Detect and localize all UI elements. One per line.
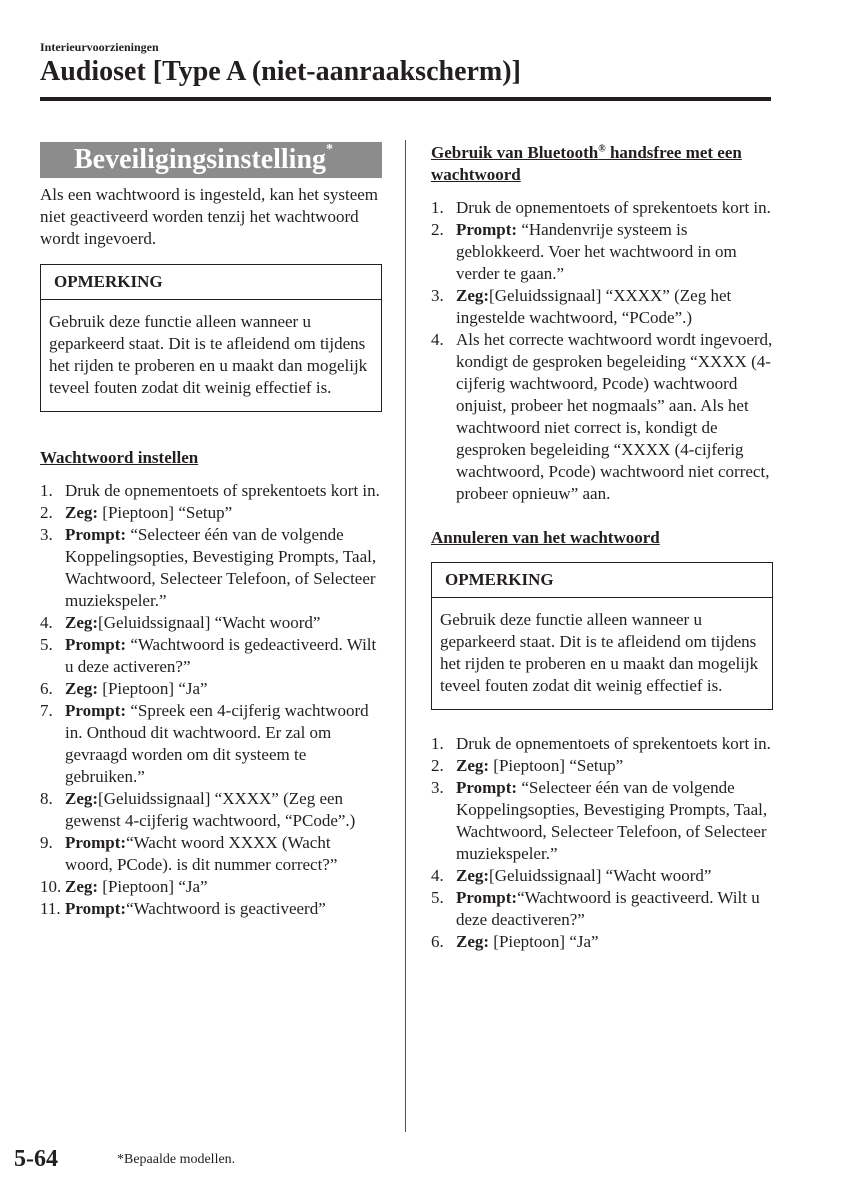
- list-item: [431, 755, 773, 777]
- step-number: 4.: [431, 866, 444, 885]
- step-keyword: Zeg:: [456, 286, 490, 305]
- list-item: [431, 285, 773, 329]
- step-text: [Pieptoon] “Setup”: [98, 503, 233, 522]
- step-text: [Geluidssignaal] “XXXX” (Zeg een gewenst 4-cijferig wachtwoord, “PCode”.): [65, 789, 356, 830]
- step-keyword: Prompt:: [65, 833, 127, 852]
- list-item: [40, 876, 382, 898]
- step-text: “Handenvrije systeem is geblokkeerd. Voer het wachtwoord in om verder te gaan.”: [456, 220, 737, 283]
- step-number: 1.: [431, 734, 444, 753]
- page-title: Audioset [Type A (niet-aanraakscherm)]: [40, 56, 521, 87]
- list-item: [431, 887, 773, 931]
- step-keyword: Prompt:: [456, 778, 518, 797]
- section-heading: [40, 142, 382, 178]
- note-title: OPMERKING: [41, 265, 381, 300]
- note-box: [431, 562, 773, 710]
- step-number: 7.: [40, 701, 53, 720]
- footnote: *Bepaalde modellen.: [117, 1152, 236, 1167]
- step-list: [40, 480, 382, 920]
- step-number: 5.: [431, 888, 444, 907]
- list-item: [40, 832, 382, 876]
- list-item: [40, 788, 382, 832]
- step-number: 6.: [431, 932, 444, 951]
- step-keyword: Zeg:: [456, 932, 490, 951]
- note-title: OPMERKING: [432, 563, 772, 598]
- header-rule: [40, 97, 771, 101]
- step-text: “Wachtwoord is geactiveerd. Wilt u deze deactiveren?”: [456, 888, 760, 929]
- step-text: [Pieptoon] “Ja”: [489, 932, 599, 951]
- step-text: Druk de opnementoets of sprekentoets kort in.: [456, 734, 771, 753]
- step-text: “Selecteer één van de volgende Koppelingsopties, Bevestiging Prompts, Taal, Wachtwoord, Selecteer Telefoon, of Selecteer muziekspeler.”: [456, 778, 768, 863]
- left-column: [40, 142, 382, 920]
- step-number: 2.: [431, 220, 444, 239]
- step-keyword: Prompt:: [65, 635, 127, 654]
- list-item: [431, 219, 773, 285]
- list-item: [431, 329, 773, 505]
- step-number: 2.: [431, 756, 444, 775]
- step-number: 3.: [40, 525, 53, 544]
- list-item: [431, 777, 773, 865]
- right-column: [431, 142, 773, 953]
- list-item: [431, 733, 773, 755]
- step-keyword: Zeg:: [65, 503, 99, 522]
- step-keyword: Zeg:: [65, 613, 99, 632]
- note-body: Gebruik deze functie alleen wanneer u geparkeerd staat. Dit is te afleidend om tijdens het rijden te proberen en u maakt dan mogelijk teveel fouten zodat dit weinig effectief is.: [440, 610, 759, 695]
- step-text: [Pieptoon] “Ja”: [98, 877, 208, 896]
- subheading-bluetooth-password: [431, 142, 773, 186]
- step-keyword: Zeg:: [65, 679, 99, 698]
- subheading-bluetooth-text-end: handsfree met een wachtwoord: [431, 143, 742, 184]
- step-number: 3.: [431, 778, 444, 797]
- step-text: “Spreek een 4-cijferig wachtwoord in. Onthoud dit wachtwoord. Er zal om gevraagd worden om dit systeem te gebruiken.”: [65, 701, 369, 786]
- step-keyword: Prompt:: [65, 899, 127, 918]
- step-text: “Wacht woord XXXX (Wacht woord, PCode). is dit nummer correct?”: [65, 833, 338, 874]
- intro-paragraph: Als een wachtwoord is ingesteld, kan het systeem niet geactiveerd worden tenzij het wachtwoord wordt ingevoerd.: [40, 185, 379, 248]
- list-item: [431, 197, 773, 219]
- footnote-mark: *: [326, 142, 334, 157]
- list-item: [40, 678, 382, 700]
- step-text: [Geluidssignaal] “XXXX” (Zeg het ingestelde wachtwoord, “PCode”.): [456, 286, 732, 327]
- step-keyword: Prompt:: [65, 525, 127, 544]
- step-text: Als het correcte wachtwoord wordt ingevoerd, kondigt de gesproken begeleiding “XXXX (4-cijferig wachtwoord, Pcode) wachtwoord onjuist, probeer het nogmaals” aan. Als het wachtwoord niet correct is, kondigt de gesproken begeleiding “XXXX (4-cijferig wachtwoord, Pcode) wachtwoord niet correct, probeer opnieuw” aan.: [456, 330, 773, 503]
- subheading-bluetooth-text: Gebruik van Bluetooth: [431, 143, 599, 162]
- step-number: 1.: [431, 198, 444, 217]
- registered-mark: ®: [598, 143, 606, 155]
- list-item: [40, 612, 382, 634]
- step-keyword: Prompt:: [456, 220, 518, 239]
- list-item: [40, 898, 382, 920]
- step-text: [Geluidssignaal] “Wacht woord”: [489, 866, 712, 885]
- note-body: Gebruik deze functie alleen wanneer u geparkeerd staat. Dit is te afleidend om tijdens het rijden te proberen en u maakt dan mogelijk teveel fouten zodat dit weinig effectief is.: [49, 312, 368, 397]
- step-number: 3.: [431, 286, 444, 305]
- step-text: [Geluidssignaal] “Wacht woord”: [98, 613, 321, 632]
- step-list: [431, 197, 773, 505]
- step-keyword: Prompt:: [456, 888, 518, 907]
- page-number: 5-64: [14, 1146, 58, 1172]
- list-item: [431, 865, 773, 887]
- column-divider: [405, 140, 406, 1132]
- list-item: [40, 634, 382, 678]
- list-item: [40, 480, 382, 502]
- step-keyword: Prompt:: [65, 701, 127, 720]
- step-number: 6.: [40, 679, 53, 698]
- step-list: [431, 733, 773, 953]
- step-number: 11.: [40, 899, 61, 918]
- step-number: 4.: [431, 330, 444, 349]
- step-number: 9.: [40, 833, 53, 852]
- list-item: [40, 502, 382, 524]
- step-text: Druk de opnementoets of sprekentoets kort in.: [65, 481, 380, 500]
- step-number: 1.: [40, 481, 53, 500]
- subheading-set-password: Wachtwoord instellen: [40, 448, 199, 467]
- step-number: 8.: [40, 789, 53, 808]
- step-text: “Wachtwoord is geactiveerd”: [126, 899, 326, 918]
- step-keyword: Zeg:: [456, 866, 490, 885]
- section-heading-text: Beveiligingsinstelling: [74, 144, 327, 175]
- step-text: [Pieptoon] “Ja”: [98, 679, 208, 698]
- step-keyword: Zeg:: [65, 877, 99, 896]
- list-item: [40, 524, 382, 612]
- step-keyword: Zeg:: [456, 756, 490, 775]
- step-text: [Pieptoon] “Setup”: [489, 756, 624, 775]
- step-number: 4.: [40, 613, 53, 632]
- step-keyword: Zeg:: [65, 789, 99, 808]
- step-text: Druk de opnementoets of sprekentoets kort in.: [456, 198, 771, 217]
- list-item: [431, 931, 773, 953]
- note-box: [40, 264, 382, 412]
- step-number: 10.: [40, 877, 62, 896]
- step-text: “Wachtwoord is gedeactiveerd. Wilt u deze activeren?”: [65, 635, 377, 676]
- list-item: [40, 700, 382, 788]
- step-text: “Selecteer één van de volgende Koppelingsopties, Bevestiging Prompts, Taal, Wachtwoord, Selecteer Telefoon, of Selecteer muziekspeler.”: [65, 525, 377, 610]
- subheading-cancel-password: Annuleren van het wachtwoord: [431, 528, 660, 547]
- step-number: 2.: [40, 503, 53, 522]
- section-label: Interieurvoorzieningen: [40, 40, 159, 54]
- step-number: 5.: [40, 635, 53, 654]
